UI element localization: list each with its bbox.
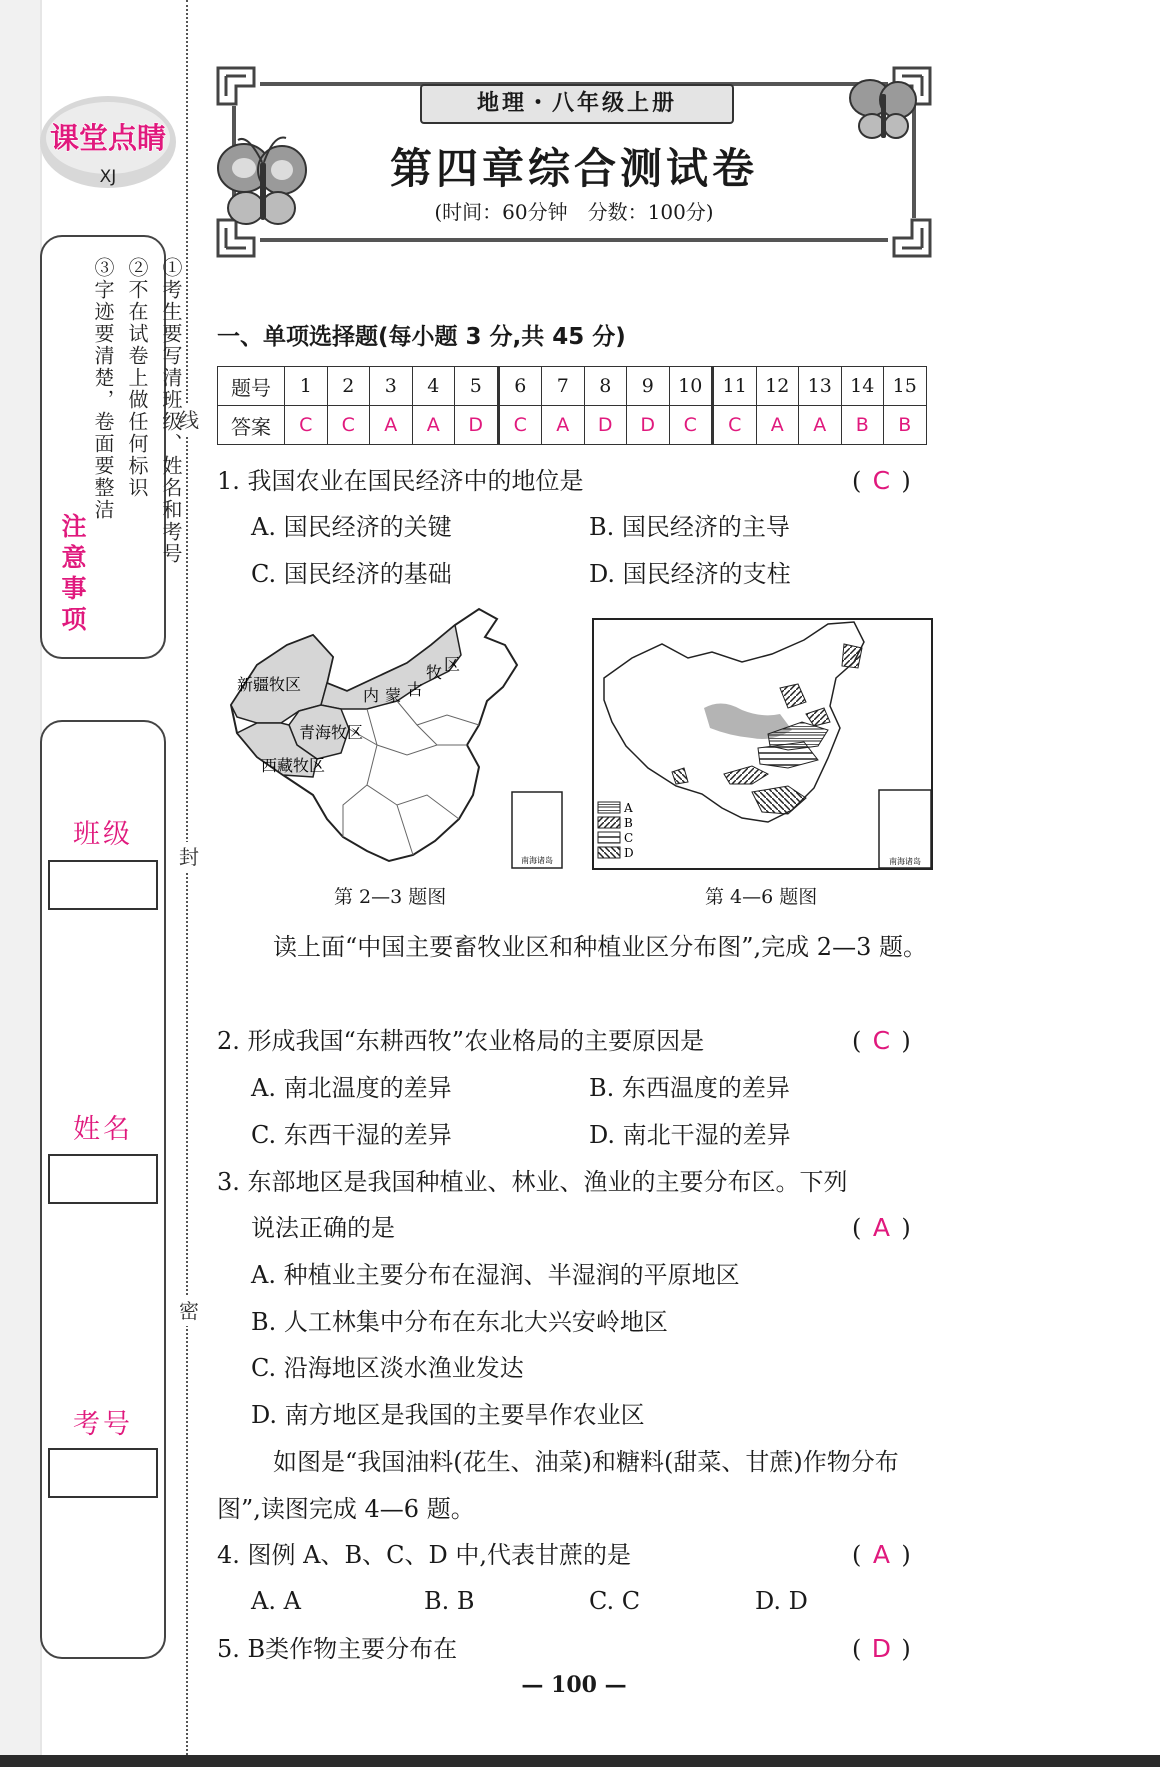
table-cell: 10 bbox=[669, 367, 713, 406]
answer-mark: A bbox=[872, 1213, 890, 1242]
map-label-neimenggu: 蒙 bbox=[385, 686, 402, 705]
cut-word-mi: 密 bbox=[174, 1296, 204, 1326]
subject-label: 地理・八年级上册 bbox=[420, 84, 734, 124]
map-label-neimenggu: 古 bbox=[407, 680, 424, 699]
question-3-stem-line2: 说法正确的是 bbox=[251, 1214, 395, 1242]
option: A. 种植业主要分布在湿润、半湿润的平原地区 bbox=[251, 1261, 740, 1289]
question-3-answer: ( A ) bbox=[852, 1213, 911, 1242]
page-number: — 100 — bbox=[521, 1672, 627, 1698]
cut-word-xian: 线 bbox=[174, 405, 204, 435]
option: C. C bbox=[589, 1587, 641, 1615]
map-label-xinjiang: 新疆牧区 bbox=[237, 675, 302, 694]
name-field[interactable] bbox=[48, 1154, 158, 1204]
cut-word-feng: 封 bbox=[174, 842, 204, 872]
answer-mark: A bbox=[872, 1540, 890, 1569]
answer-table bbox=[217, 366, 927, 445]
map-label-neimenggu: 内 bbox=[363, 686, 380, 705]
option: D. 南方地区是我国的主要旱作农业区 bbox=[251, 1401, 645, 1429]
map-label-xizang: 西藏牧区 bbox=[261, 756, 326, 775]
answer-cell: C bbox=[713, 406, 757, 445]
reading-instruction-1: 读上面“中国主要畜牧业区和种植业区分布图”,完成 2—3 题。 bbox=[273, 933, 927, 961]
answer-cell: D bbox=[455, 406, 499, 445]
option: C. 沿海地区淡水渔业发达 bbox=[251, 1354, 524, 1382]
legend-label: B bbox=[624, 816, 633, 830]
notice-box bbox=[40, 235, 183, 659]
table-cell: 5 bbox=[455, 367, 499, 406]
badge-text: 课堂点睛 bbox=[49, 121, 167, 155]
answer-cell: D bbox=[627, 406, 670, 445]
answer-cell: C bbox=[669, 406, 713, 445]
answer-mark: C bbox=[872, 466, 891, 495]
answer-cell: A bbox=[412, 406, 455, 445]
badge-logo bbox=[38, 90, 178, 194]
table-row bbox=[218, 406, 927, 445]
inset-label: 南海诸岛 bbox=[889, 857, 921, 866]
answer-cell: A bbox=[799, 406, 842, 445]
answer-cell: D bbox=[584, 406, 627, 445]
table-cell: 13 bbox=[799, 367, 842, 406]
binding-dotted-line bbox=[186, 0, 188, 1755]
legend-label: D bbox=[624, 846, 634, 860]
notice-item: ③字迹要清楚，卷面要整洁 bbox=[91, 257, 115, 521]
answer-mark: C bbox=[872, 1026, 891, 1055]
answer-cell: C bbox=[498, 406, 542, 445]
badge-sub: XJ bbox=[99, 167, 117, 187]
question-3-stem: 3. 东部地区是我国种植业、林业、渔业的主要分布区。下列 bbox=[217, 1168, 848, 1196]
notice-title: 注意事项 bbox=[58, 513, 87, 637]
table-cell: 2 bbox=[327, 367, 370, 406]
notice-item: ②不在试卷上做任何标识 bbox=[125, 257, 149, 499]
option: C. 国民经济的基础 bbox=[251, 560, 452, 588]
option: B. B bbox=[424, 1587, 475, 1615]
option: C. 东西干湿的差异 bbox=[251, 1121, 452, 1149]
map-label-neimenggu: 区 bbox=[444, 655, 461, 674]
legend-label: A bbox=[624, 801, 633, 815]
answer-mark: D bbox=[871, 1634, 891, 1663]
table-cell: 1 bbox=[285, 367, 328, 406]
notice-item: ①考生要写清班级、姓名和考号 bbox=[159, 257, 183, 565]
question-2-answer: ( C ) bbox=[852, 1026, 911, 1055]
option: D. 南北干湿的差异 bbox=[589, 1121, 791, 1149]
table-cell: 12 bbox=[756, 367, 799, 406]
bottom-bar bbox=[0, 1755, 1160, 1767]
class-label: 班级 bbox=[73, 819, 133, 850]
table-cell: 14 bbox=[841, 367, 884, 406]
name-label: 姓名 bbox=[73, 1114, 133, 1145]
table-cell: 9 bbox=[627, 367, 670, 406]
question-1-answer: ( C ) bbox=[852, 466, 911, 495]
table-cell: 3 bbox=[370, 367, 413, 406]
answer-cell: B bbox=[841, 406, 884, 445]
answer-cell: A bbox=[542, 406, 585, 445]
reading-instruction-2: 如图是“我国油料(花生、油菜)和糖料(甜菜、甘蔗)作物分布图”,读图完成 4—6 题。 bbox=[217, 1448, 899, 1523]
class-field[interactable] bbox=[48, 860, 158, 910]
question-5-stem: 5. B类作物主要分布在 bbox=[217, 1635, 458, 1663]
option: A. A bbox=[251, 1587, 301, 1615]
map-label-neimenggu: 牧 bbox=[426, 663, 443, 682]
table-row bbox=[218, 367, 927, 406]
table-cell: 11 bbox=[713, 367, 757, 406]
option: A. 南北温度的差异 bbox=[251, 1074, 452, 1102]
exam-no-field[interactable] bbox=[48, 1448, 158, 1498]
exam-no-label: 考号 bbox=[73, 1409, 133, 1440]
notice-items bbox=[90, 257, 184, 637]
section-title: 一、单项选择题(每小题 3 分,共 45 分) bbox=[217, 324, 626, 350]
left-margin-strip bbox=[0, 0, 40, 1767]
table-cell: 15 bbox=[884, 367, 927, 406]
answer-cell: A bbox=[370, 406, 413, 445]
answer-cell: C bbox=[327, 406, 370, 445]
question-2-stem: 2. 形成我国“东耕西牧”农业格局的主要原因是 bbox=[217, 1027, 705, 1055]
answer-cell: B bbox=[884, 406, 927, 445]
question-5-answer: ( D ) bbox=[852, 1634, 911, 1663]
table-cell: 8 bbox=[584, 367, 627, 406]
crops-distribution-map bbox=[592, 618, 933, 870]
option: D. 国民经济的支柱 bbox=[589, 560, 791, 588]
answer-cell: C bbox=[285, 406, 328, 445]
page-title: 第四章综合测试卷 bbox=[389, 144, 758, 193]
table-cell: 6 bbox=[498, 367, 542, 406]
table-cell: 7 bbox=[542, 367, 585, 406]
map1-caption: 第 2—3 题图 bbox=[334, 886, 447, 908]
question-4-answer: ( A ) bbox=[852, 1540, 911, 1569]
table-row-label: 题号 bbox=[218, 367, 285, 406]
table-row-label: 答案 bbox=[218, 406, 285, 445]
map2-caption: 第 4—6 题图 bbox=[705, 886, 818, 908]
question-4-stem: 4. 图例 A、B、C、D 中,代表甘蔗的是 bbox=[217, 1541, 631, 1569]
pastoral-areas-map bbox=[217, 605, 564, 870]
legend-label: C bbox=[624, 831, 634, 845]
student-info-box bbox=[40, 720, 166, 1659]
answer-cell: A bbox=[756, 406, 799, 445]
header-frame bbox=[214, 64, 934, 260]
map-label-qinghai: 青海牧区 bbox=[299, 723, 364, 742]
inset-label: 南海诸岛 bbox=[521, 856, 553, 865]
option: B. 东西温度的差异 bbox=[589, 1074, 790, 1102]
table-cell: 4 bbox=[412, 367, 455, 406]
option: B. 国民经济的主导 bbox=[589, 513, 790, 541]
option: A. 国民经济的关键 bbox=[251, 513, 452, 541]
option: D. D bbox=[755, 1587, 808, 1615]
option: B. 人工林集中分布在东北大兴安岭地区 bbox=[251, 1308, 668, 1336]
time-score-info: (时间：60分钟 分数：100分) bbox=[434, 200, 714, 224]
question-1-stem: 1. 我国农业在国民经济中的地位是 bbox=[217, 467, 584, 495]
